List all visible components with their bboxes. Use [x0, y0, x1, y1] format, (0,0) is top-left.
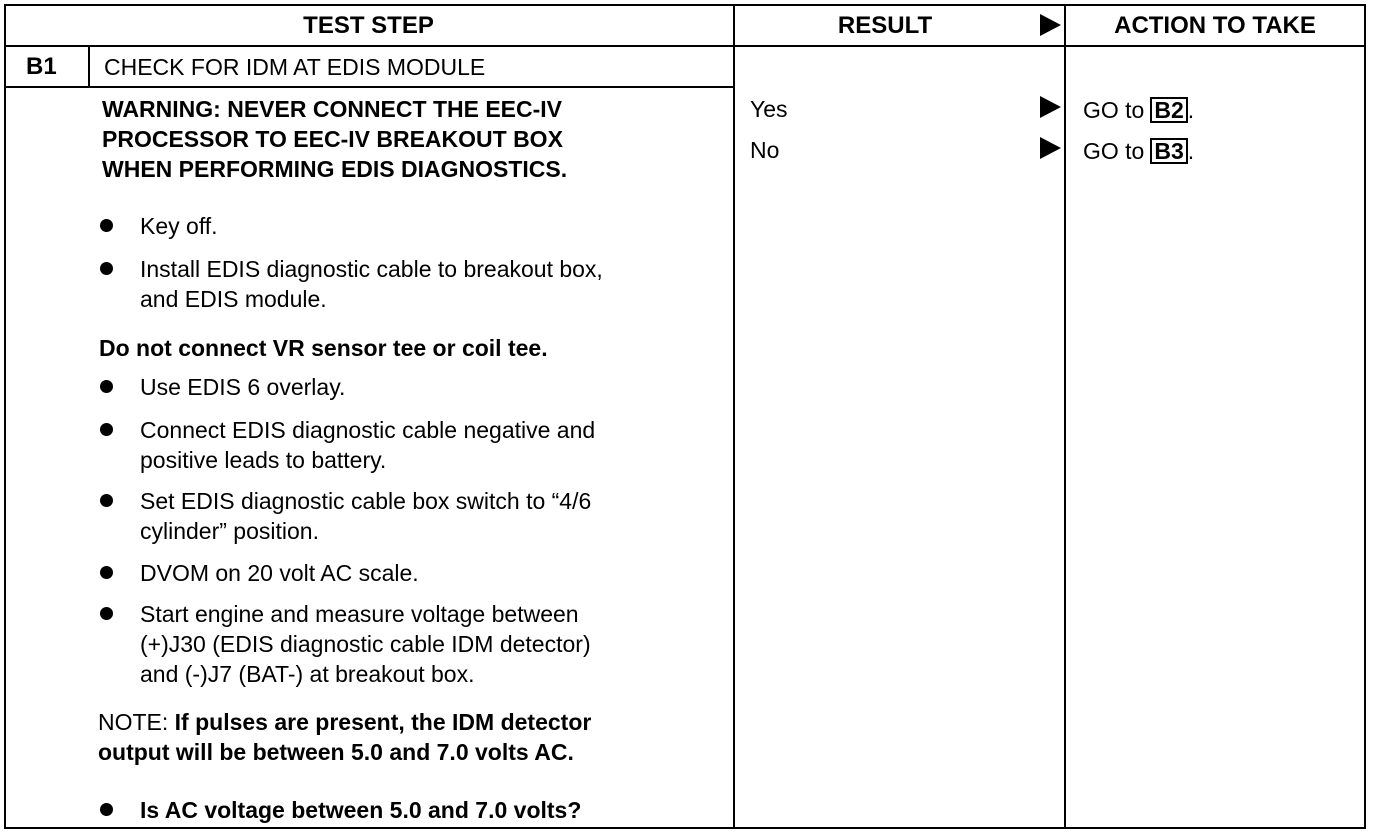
warning-line-2: PROCESSOR TO EEC-IV BREAKOUT BOX	[102, 126, 563, 152]
note-text: If pulses are present, the IDM detector	[174, 709, 592, 735]
header-arrow-icon	[1040, 14, 1061, 36]
bullet-icon	[100, 566, 113, 579]
result-yes: Yes	[750, 96, 788, 122]
border-left	[4, 4, 6, 829]
bullet-key-off: Key off.	[140, 213, 218, 239]
step-title: CHECK FOR IDM AT EDIS MODULE	[104, 54, 486, 80]
result-yes-arrow-icon	[1040, 96, 1061, 118]
bullet-install-cable-line-1: Install EDIS diagnostic cable to breakout box,	[140, 256, 603, 282]
bullet-dvom: DVOM on 20 volt AC scale.	[140, 560, 419, 586]
action-no-prefix: GO to	[1083, 138, 1145, 164]
step-ref-b3[interactable]: B3	[1150, 138, 1187, 164]
note-line-2: output will be between 5.0 and 7.0 volts AC.	[98, 739, 574, 765]
bullet-icon	[100, 380, 113, 393]
bullet-icon	[100, 494, 113, 507]
bullet-icon	[100, 607, 113, 620]
question-text: Is AC voltage between 5.0 and 7.0 volts?	[140, 797, 582, 823]
header-divider	[4, 45, 1366, 47]
warning-line-3: WHEN PERFORMING EDIS DIAGNOSTICS.	[102, 156, 568, 182]
bullet-measure-line-2: (+)J30 (EDIS diagnostic cable IDM detector)	[140, 631, 591, 657]
step-id-divider	[88, 45, 90, 87]
result-no: No	[750, 137, 780, 163]
note-prefix: NOTE:	[98, 709, 175, 735]
bullet-install-cable-line-2: and EDIS module.	[140, 286, 327, 312]
bullet-icon	[100, 803, 113, 816]
note-line-1	[98, 707, 591, 737]
action-yes-prefix: GO to	[1083, 97, 1145, 123]
step-ref-b2[interactable]: B2	[1150, 97, 1187, 123]
bullet-icon	[100, 262, 113, 275]
bullet-icon	[100, 423, 113, 436]
step-id: B1	[26, 53, 57, 80]
header-result: RESULT	[837, 12, 933, 39]
bullet-connect-leads-line-2: positive leads to battery.	[140, 447, 387, 473]
bullet-measure-line-3: and (-)J7 (BAT-) at breakout box.	[140, 661, 475, 687]
header-action: ACTION TO TAKE	[1114, 12, 1316, 39]
action-yes-suffix: .	[1187, 97, 1195, 123]
bullet-measure-line-1: Start engine and measure voltage between	[140, 601, 579, 627]
result-no-arrow-icon	[1040, 137, 1061, 159]
border-top	[4, 4, 1366, 6]
column-divider-result	[733, 4, 735, 829]
header-test-step: TEST STEP	[303, 12, 434, 39]
bullet-switch-line-1: Set EDIS diagnostic cable box switch to “4/6	[140, 488, 592, 514]
border-bottom	[4, 827, 1366, 829]
caution-text: Do not connect VR sensor tee or coil tee.	[99, 335, 548, 361]
action-no-suffix: .	[1187, 138, 1195, 164]
bullet-icon	[100, 219, 113, 232]
action-no[interactable]	[1083, 136, 1194, 166]
bullet-connect-leads-line-1: Connect EDIS diagnostic cable negative and	[140, 417, 596, 443]
action-yes[interactable]	[1083, 95, 1194, 125]
step-title-divider	[4, 86, 735, 88]
warning-line-1: WARNING: NEVER CONNECT THE EEC-IV	[102, 96, 563, 122]
border-right	[1364, 4, 1366, 829]
column-divider-action	[1064, 4, 1066, 829]
bullet-overlay: Use EDIS 6 overlay.	[140, 374, 346, 400]
bullet-switch-line-2: cylinder” position.	[140, 518, 319, 544]
